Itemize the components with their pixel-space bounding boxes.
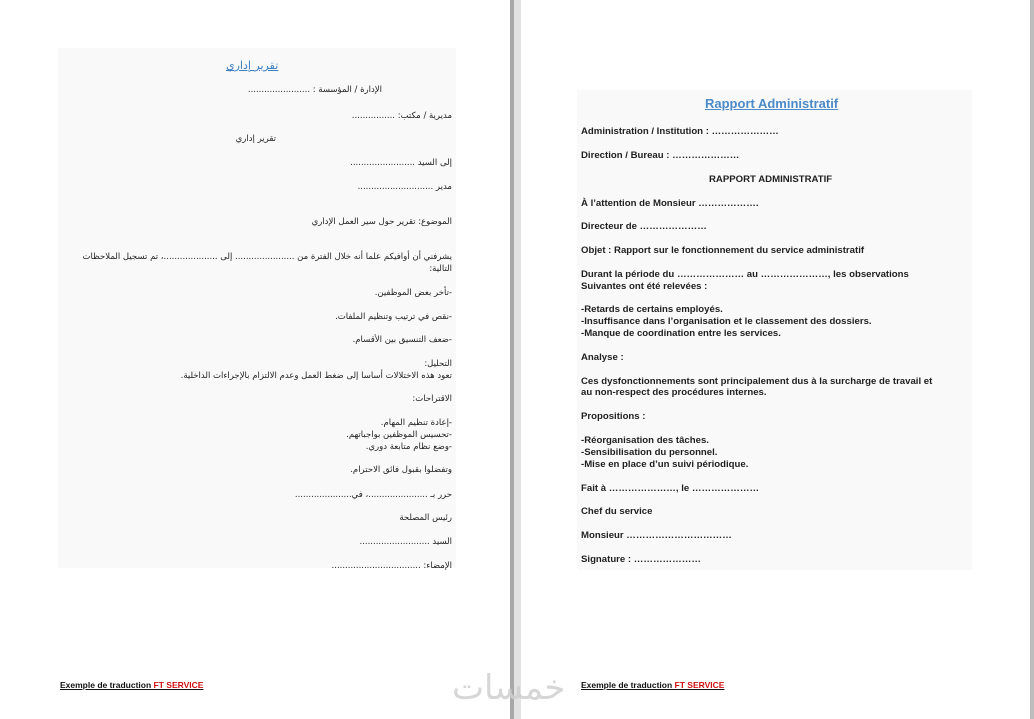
page-gutter-shadow xyxy=(514,0,521,719)
arabic-line: السيد .......................... xyxy=(359,537,452,547)
arabic-line: وتفضلوا بقبول فائق الاحترام. xyxy=(350,465,452,475)
arabic-line: الإمضاء: ................................. xyxy=(331,561,452,571)
arabic-line: تقرير إداري xyxy=(235,134,276,144)
footer-prefix: Exemple de traduction xyxy=(60,680,154,690)
footer-note xyxy=(581,680,724,690)
arabic-line: -وضع نظام متابعة دوري. xyxy=(365,442,452,452)
french-line: Monsieur …………………………… xyxy=(581,530,732,541)
arabic-line: الإدارة / المؤسسة : ....................... xyxy=(247,85,382,95)
french-line: Signature : ………………… xyxy=(581,554,701,565)
arabic-line: مديرية / مكتب: ................ xyxy=(351,111,452,121)
arabic-line: التحليل: xyxy=(424,359,452,369)
arabic-line: إلى السيد ........................ xyxy=(350,158,452,168)
french-line: Directeur de ………………… xyxy=(581,221,707,232)
arabic-line: مدير ............................ xyxy=(357,182,452,192)
french-document-page xyxy=(521,0,1030,719)
french-line: RAPPORT ADMINISTRATIF xyxy=(709,174,833,185)
arabic-line: -تأخر بعض الموظفين. xyxy=(374,288,452,298)
french-line: Objet : Rapport sur le fonctionnement du service administratif xyxy=(581,245,865,256)
arabic-line: رئيس المصلحة xyxy=(399,513,452,523)
window-edge xyxy=(1030,0,1034,719)
french-line: À l’attention de Monsieur ………………. xyxy=(581,198,759,209)
french-line: Durant la période du ………………… au …………………, les observations xyxy=(581,269,909,280)
french-line: Direction / Bureau : ………………… xyxy=(581,150,740,161)
french-line: -Manque de coordination entre les services. xyxy=(581,328,781,339)
watermark-logo: خمسات xyxy=(452,668,566,708)
arabic-line: تعود هذه الاختلالات أساسا إلى ضغط العمل وعدم الالتزام بالإجراءات الداخلية. xyxy=(180,371,452,381)
arabic-line: يشرفني أن أوافيكم علما أنه خلال الفترة من ...................... إلى ....................، تم تسجيل الملاحظات xyxy=(82,252,452,262)
arabic-line: الاقتراحات: xyxy=(412,394,452,404)
arabic-line: -ضعف التنسيق بين الأقسام. xyxy=(352,335,452,345)
arabic-line: حرر بـ ......................، في..................... xyxy=(294,490,452,500)
french-title: Rapport Administratif xyxy=(705,96,839,111)
french-line: -Insuffisance dans l’organisation et le classement des dossiers. xyxy=(581,316,872,327)
french-line: -Réorganisation des tâches. xyxy=(581,435,709,446)
french-line: Administration / Institution : ………………… xyxy=(581,126,779,137)
french-line: Suivantes ont été relevées : xyxy=(581,281,708,292)
arabic-line: -تحسيس الموظفين بواجباتهم. xyxy=(346,430,452,440)
french-line: Propositions : xyxy=(581,411,646,422)
arabic-line: -إعادة تنظيم المهام. xyxy=(380,418,452,428)
arabic-document-page xyxy=(0,0,510,719)
french-line: Ces dysfonctionnements sont principalement dus à la surcharge de travail et xyxy=(581,376,933,387)
french-line: au non-respect des procédures internes. xyxy=(581,387,767,398)
arabic-line: -نقص في ترتيب وتنظيم الملفات. xyxy=(335,312,452,322)
arabic-line: الموضوع: تقرير حول سير العمل الإداري xyxy=(311,217,452,227)
footer-prefix: Exemple de traduction xyxy=(581,680,675,690)
arabic-title: تقرير إداري xyxy=(226,59,279,72)
footer-brand: FT SERVICE xyxy=(153,680,204,690)
footer-brand: FT SERVICE xyxy=(674,680,725,690)
arabic-line: التالية: xyxy=(429,264,452,274)
french-line: -Retards de certains employés. xyxy=(581,304,723,315)
french-line: -Mise en place d’un suivi périodique. xyxy=(581,459,749,470)
french-line: -Sensibilisation du personnel. xyxy=(581,447,718,458)
french-line: Analyse : xyxy=(581,352,624,363)
french-line: Chef du service xyxy=(581,506,653,517)
french-line: Fait à …………………, le ………………… xyxy=(581,483,760,494)
footer-note xyxy=(60,680,203,690)
